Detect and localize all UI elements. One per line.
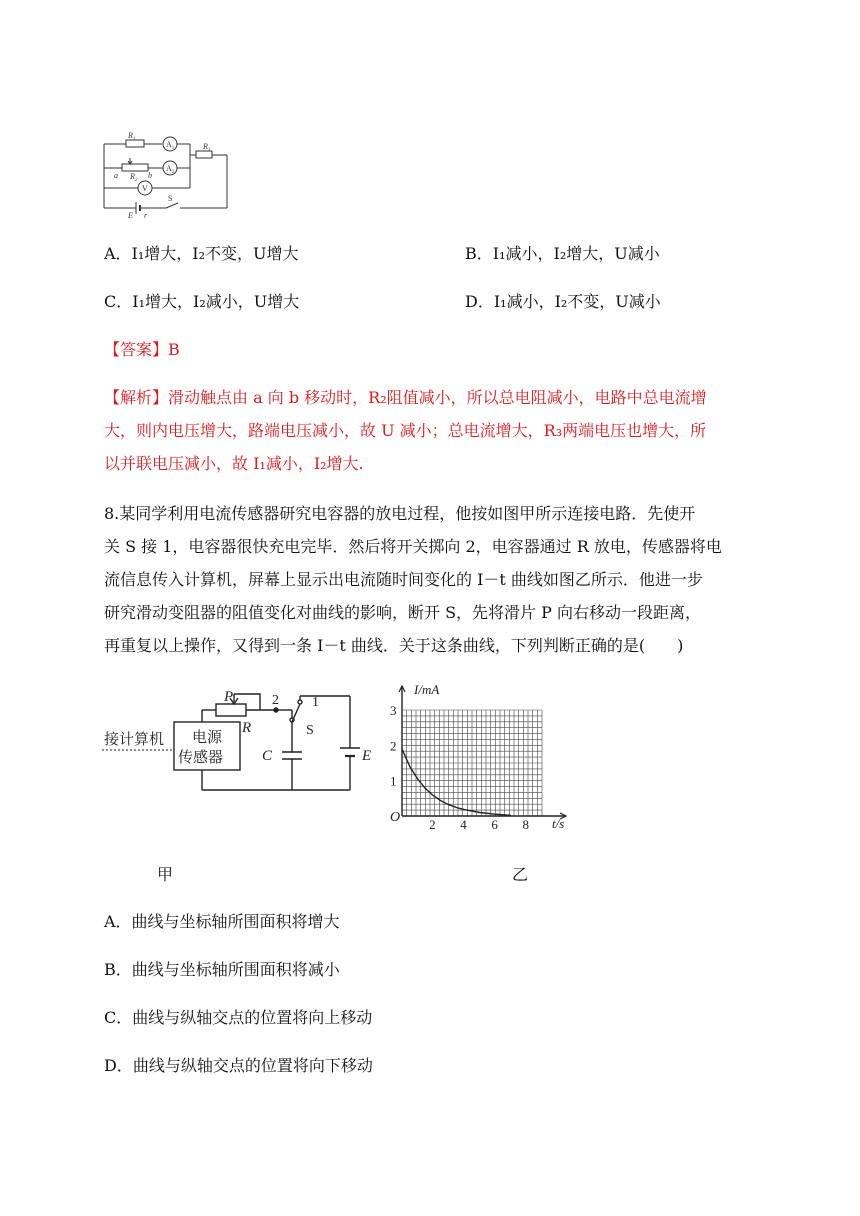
origin-label: O [390,810,401,825]
q8-stem-line-3: 流信息传入计算机，屏幕上显示出电流随时间变化的 I－t 曲线如图乙所示．他进一步 [104,570,703,589]
b-label: b [148,171,152,180]
c-label: C [262,748,273,764]
caption-yi: 乙 [512,865,529,884]
r-label: R [242,720,252,736]
discharge-curve [402,749,511,815]
q8-stem-line-1: 8.某同学利用电流传感器研究电容器的放电过程，他按如图甲所示连接电路．先使开 [104,504,696,523]
x-tick-label: 2 [429,817,436,830]
contact-2-label: 2 [272,693,279,708]
q8-option-a: A．曲线与坐标轴所围面积将增大 [104,912,340,931]
voltmeter-label: V [142,184,148,193]
q7-option-b: B．I₁减小，I₂增大，U减小 [465,244,660,263]
e-label: E [128,211,133,220]
it-graph [388,680,578,830]
r1-label: $R_1$ [128,131,136,142]
x-tick-label: 6 [491,817,498,830]
q7-analysis-line-3: 以并联电压减小，故 I₁减小，I₂增大. [104,454,364,473]
q8-option-c: C．曲线与纵轴交点的位置将向上移动 [104,1008,373,1027]
r2-label: $R_2$ [130,172,138,183]
sensor-label-1: 电源 [192,730,223,746]
analysis-label: 【解析】 [104,388,169,407]
q8-option-b: B．曲线与坐标轴所围面积将减小 [104,960,340,979]
switch-s-label: S [306,723,314,738]
q7-option-c: C．I₁增大，I₂减小，U增大 [104,292,300,311]
y-axis-label: I/mA [414,682,440,697]
circuit-figure-1 [100,128,232,220]
answer-value: B [168,340,180,359]
contact-1-label: 1 [312,695,319,710]
q7-option-d: D．I₁减小，I₂不变，U减小 [465,292,661,311]
analysis-text-1: 滑动触点由 a 向 b 移动时，R₂阻值减小，所以总电阻减小，电路中总电流增 [168,388,707,407]
x-axis-label: t/s [552,816,565,830]
r3-label: $R_3$ [203,142,211,153]
q7-analysis-line-2: 大，则内电压增大，路端电压减小，故 U 减小；总电流增大，R₃两端电压也增大，所 [104,421,707,440]
chart-axes [399,686,566,819]
a-label: a [114,171,118,180]
ammeter-a2-label: $A_2$ [166,164,175,175]
q7-answer [104,339,180,361]
q8-stem-line-5: 再重复以上操作，又得到一条 I－t 曲线．关于这条曲线，下列判断正确的是( ) [104,636,684,655]
chart-grid [402,710,542,816]
sensor-label-2: 传感器 [178,750,224,766]
q8-stem-line-2: 关 S 接 1，电容器很快充电完毕．然后将开关掷向 2，电容器通过 R 放电，传感器将电 [104,537,722,556]
e-label: E [362,748,372,764]
circuit-figure-jia [100,686,385,796]
q8-stem-line-4: 研究滑动变阻器的阻值变化对曲线的影响，断开 S，先将滑片 P 向右移动一段距离， [104,603,701,622]
q8-option-d: D．曲线与纵轴交点的位置将向下移动 [104,1056,373,1075]
caption-jia: 甲 [157,865,174,884]
r-label: r [144,211,148,220]
answer-label: 【答案】 [104,340,169,359]
switch-label: S [168,194,173,203]
ammeter-a1-label: $A_1$ [166,140,175,151]
y-tick-label: 1 [390,773,397,789]
x-tick-label: 8 [522,817,529,830]
y-tick-label: 2 [390,738,397,754]
y-tick-label: 3 [390,703,397,718]
q7-option-a: A．I₁增大，I₂不变，U增大 [104,244,299,263]
computer-label: 接计算机 [104,732,165,748]
p-label: P [224,689,234,705]
q7-analysis-line-1 [104,387,707,409]
x-tick-label: 4 [460,817,467,830]
